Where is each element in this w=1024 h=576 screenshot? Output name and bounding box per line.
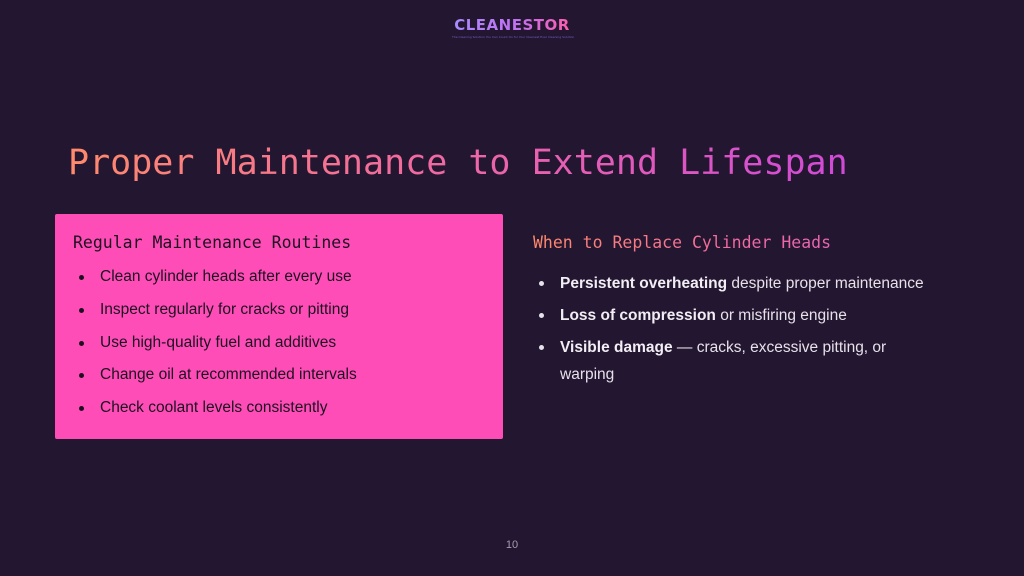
maintenance-routines-heading: Regular Maintenance Routines bbox=[73, 233, 352, 252]
brand-logo bbox=[452, 16, 575, 39]
replacement-signs-heading: When to Replace Cylinder Heads bbox=[533, 232, 933, 254]
list-item-emphasis: Loss of compression bbox=[560, 307, 716, 324]
list-item: Inspect regularly for cracks or pitting bbox=[73, 299, 485, 321]
list-item-emphasis: Visible damage bbox=[560, 339, 673, 356]
brand-logo-wordmark: CLEANESTOR bbox=[452, 16, 572, 34]
replacement-signs-section bbox=[533, 232, 933, 393]
slide-title: Proper Maintenance to Extend Lifespan bbox=[68, 140, 848, 186]
maintenance-routines-card bbox=[55, 214, 503, 439]
list-item: Check coolant levels consistently bbox=[73, 397, 485, 419]
list-item: Use high-quality fuel and additives bbox=[73, 332, 485, 354]
list-item bbox=[533, 334, 933, 388]
list-item: Change oil at recommended intervals bbox=[73, 364, 485, 386]
list-item bbox=[533, 302, 933, 329]
brand-logo-tagline: The Cleaning Solution You Can Count On for Your Cleanest Ever Cleaning Solution bbox=[452, 35, 575, 39]
list-item-text: — cracks, excessive pitting, or warping bbox=[560, 339, 887, 383]
list-item-text: despite proper maintenance bbox=[727, 275, 924, 292]
list-item-text: or misfiring engine bbox=[715, 307, 847, 324]
list-item-emphasis: Persistent overheating bbox=[560, 275, 728, 292]
list-item bbox=[533, 270, 933, 297]
page-number: 10 bbox=[505, 539, 519, 551]
replacement-signs-list bbox=[533, 270, 933, 388]
list-item: Clean cylinder heads after every use bbox=[73, 266, 485, 288]
maintenance-routines-list bbox=[73, 266, 485, 419]
